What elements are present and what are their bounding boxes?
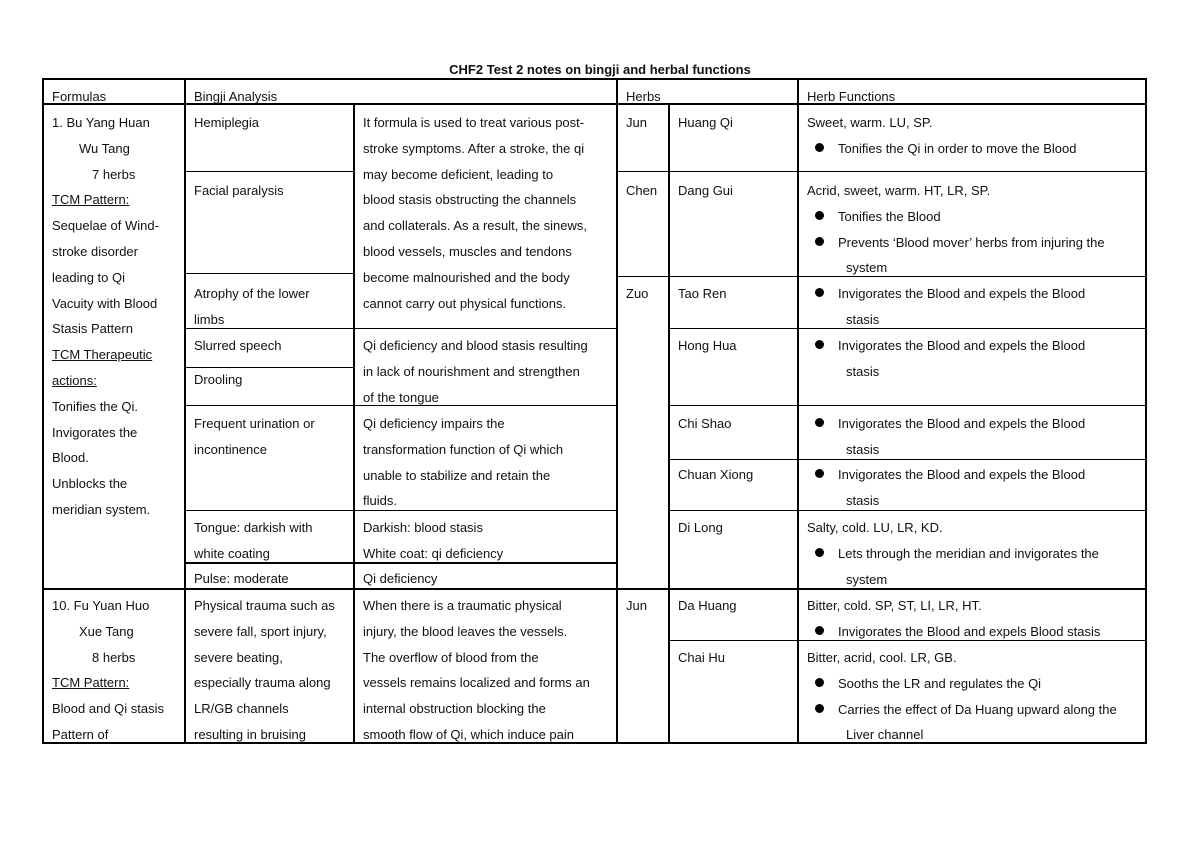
grid-line — [353, 328, 617, 329]
herb-properties: Salty, cold. LU, LR, KD. — [807, 520, 943, 535]
symptom-atrophy — [186, 281, 353, 333]
herb-count: 7 herbs — [92, 166, 136, 182]
pattern-text: Vacuity with Blood — [52, 295, 158, 311]
explanation-text: It formula is used to treat various post- — [363, 115, 585, 130]
bullet-item — [807, 333, 1145, 385]
symptom-text: Physical trauma such as — [194, 598, 335, 613]
grid-line — [184, 171, 354, 172]
herb-name: Chai Hu — [678, 650, 725, 665]
explanation-text: unable to stabilize and retain the — [363, 467, 551, 483]
symptom-text: Atrophy of the lower — [194, 286, 310, 301]
function-text: stasis — [846, 363, 880, 379]
explanation-stroke — [355, 110, 616, 316]
grid-line — [184, 510, 354, 511]
bullet-item — [807, 462, 1145, 514]
bullet-icon — [815, 418, 824, 427]
pattern-label: TCM Pattern: — [52, 192, 130, 208]
bullet-icon — [815, 288, 824, 297]
symptom-text: especially trauma along — [194, 675, 331, 691]
explanation-text: blood stasis obstructing the channels — [363, 192, 577, 208]
bullet-icon — [815, 143, 824, 152]
formula-name: 10. Fu Yuan Huo — [52, 598, 150, 613]
symptom-text: Tongue: darkish with — [194, 520, 313, 535]
rank-zuo — [618, 281, 668, 307]
bullet-icon — [815, 211, 824, 220]
bullet-icon — [815, 548, 824, 557]
explanation-text: vessels remains localized and forms an — [363, 675, 590, 691]
function-huang-qi — [799, 110, 1145, 162]
bullet-icon — [815, 704, 824, 713]
grid-line — [184, 405, 354, 406]
function-da-huang — [799, 593, 1145, 645]
function-tao-ren — [799, 281, 1145, 333]
function-text: system — [846, 571, 888, 587]
function-dang-gui — [799, 178, 1145, 281]
function-text: Carries the effect of Da Huang upward along the — [838, 701, 1117, 717]
herb-tao-ren — [670, 281, 797, 307]
function-text: Sooths the LR and regulates the Qi — [838, 675, 1042, 691]
symptom-text: Frequent urination or — [194, 416, 315, 431]
symptom-tongue — [186, 515, 353, 567]
bullet-item — [807, 204, 1145, 230]
rank-text: Jun — [626, 598, 647, 613]
rank-jun — [618, 110, 668, 136]
explanation-text: White coat: qi deficiency — [363, 545, 504, 561]
header-bingji: Bingji Analysis — [194, 89, 278, 104]
pattern-text: stroke disorder — [52, 243, 138, 259]
header-formulas: Formulas — [52, 89, 107, 104]
grid-line — [1145, 78, 1147, 744]
explanation-text: blood vessels, muscles and tendons — [363, 243, 572, 259]
explanation-text: of the tongue — [363, 389, 439, 405]
function-text: Prevents ‘Blood mover’ herbs from injuring the — [838, 234, 1105, 250]
symptom-text: Facial paralysis — [194, 183, 284, 198]
explanation-text: become malnourished and the body — [363, 269, 570, 285]
herb-chi-shao — [670, 411, 797, 437]
explanation-text: internal obstruction blocking the — [363, 701, 546, 717]
explanation-pulse — [355, 566, 616, 592]
symptom-text: resulting in bruising — [194, 726, 307, 742]
rank-text: Zuo — [626, 286, 649, 301]
explanation-text: transformation function of Qi which — [363, 441, 564, 457]
bullet-item — [807, 230, 1145, 282]
bullet-item — [807, 671, 1145, 697]
explanation-text: Qi deficiency impairs the — [363, 416, 505, 431]
explanation-speech — [355, 333, 616, 410]
formula-name: 1. Bu Yang Huan — [52, 115, 150, 130]
formula-cell — [44, 593, 184, 744]
action-text: meridian system. — [52, 501, 151, 517]
symptom-slurred — [186, 333, 353, 359]
bullet-icon — [815, 678, 824, 687]
bullet-icon — [815, 237, 824, 246]
symptom-text: Hemiplegia — [194, 115, 260, 130]
symptom-hemiplegia — [186, 110, 353, 136]
explanation-text: may become deficient, leading to — [363, 166, 554, 182]
herb-name: Di Long — [678, 520, 723, 535]
function-di-long — [799, 515, 1145, 592]
herb-name: Da Huang — [678, 598, 737, 613]
herb-name: Tao Ren — [678, 286, 727, 301]
function-text: Tonifies the Blood — [838, 208, 941, 224]
function-chi-shao — [799, 411, 1145, 463]
header-functions: Herb Functions — [807, 89, 896, 104]
function-text: Invigorates the Blood and expels the Blood — [838, 286, 1086, 301]
bullet-item — [807, 619, 1145, 645]
function-text: Liver channel — [846, 727, 924, 743]
pattern-text: Stasis Pattern — [52, 321, 133, 337]
function-text: Tonifies the Qi in order to move the Blood — [838, 140, 1077, 156]
herb-properties: Sweet, warm. LU, SP. — [807, 115, 933, 130]
herb-properties: Bitter, acrid, cool. LR, GB. — [807, 650, 957, 665]
rank-chen — [618, 178, 668, 204]
grid-line — [616, 276, 669, 277]
explanation-text: The overflow of blood from the — [363, 649, 539, 665]
herb-huang-qi — [670, 110, 797, 136]
herb-name: Chi Shao — [678, 416, 732, 431]
herb-hong-hua — [670, 333, 797, 359]
herb-name: Huang Qi — [678, 115, 733, 130]
grid-line — [668, 171, 1146, 172]
herb-name: Chuan Xiong — [678, 467, 754, 482]
function-chai-hu — [799, 645, 1145, 744]
pattern-text: Sequelae of Wind- — [52, 218, 159, 234]
bullet-item — [807, 136, 1145, 162]
herb-name: Dang Gui — [678, 183, 733, 198]
actions-label: TCM Therapeutic — [52, 347, 153, 363]
symptom-pulse — [186, 566, 353, 592]
function-chuan-xiong — [799, 462, 1145, 514]
function-text: Invigorates the Blood and expels the Blood — [838, 338, 1086, 353]
herb-chuan-xiong — [670, 462, 797, 488]
function-text: system — [846, 260, 888, 276]
symptom-text: LR/GB channels — [194, 701, 289, 717]
symptom-text: severe fall, sport injury, — [194, 623, 327, 639]
bullet-icon — [815, 469, 824, 478]
symptom-trauma — [186, 593, 353, 744]
pattern-text: leading to Qi — [52, 269, 125, 285]
action-text: Blood. — [52, 450, 89, 466]
grid-line — [184, 273, 354, 274]
explanation-text: When there is a traumatic physical — [363, 598, 562, 613]
explanation-text: Darkish: blood stasis — [363, 520, 483, 535]
bullet-icon — [815, 626, 824, 635]
explanation-text: smooth flow of Qi, which induce pain — [363, 726, 574, 742]
herb-di-long — [670, 515, 797, 541]
bullet-item — [807, 541, 1145, 593]
explanation-text: fluids. — [363, 493, 397, 509]
function-text: stasis — [846, 492, 880, 508]
bullet-item — [807, 281, 1145, 333]
explanation-trauma — [355, 593, 616, 744]
bullet-item — [807, 411, 1145, 463]
function-text: Lets through the meridian and invigorates the — [838, 545, 1099, 561]
header-herbs: Herbs — [626, 89, 661, 104]
formula-name: Wu Tang — [79, 140, 130, 156]
notes-table — [42, 78, 1147, 744]
explanation-text: injury, the blood leaves the vessels. — [363, 623, 568, 639]
symptom-text: Pulse: moderate — [194, 571, 289, 586]
explanation-text: in lack of nourishment and strengthen — [363, 363, 580, 379]
actions-label: actions: — [52, 372, 97, 388]
symptom-text: incontinence — [194, 441, 267, 457]
explanation-text: stroke symptoms. After a stroke, the qi — [363, 140, 585, 156]
herb-properties: Acrid, sweet, warm. HT, LR, SP. — [807, 183, 991, 198]
symptom-facial — [186, 178, 353, 204]
explanation-urination — [355, 411, 616, 514]
rank-text: Chen — [626, 183, 658, 198]
explanation-text: cannot carry out physical functions. — [363, 295, 567, 311]
function-text: Invigorates the Blood and expels Blood stasis — [838, 623, 1101, 639]
symptom-text: severe beating, — [194, 649, 283, 665]
grid-line — [616, 171, 669, 172]
document-title: CHF2 Test 2 notes on bingji and herbal functions — [449, 62, 751, 77]
pattern-text: Blood and Qi stasis — [52, 701, 165, 717]
function-text: Invigorates the Blood and expels the Blood — [838, 467, 1086, 482]
symptom-text: limbs — [194, 311, 225, 327]
action-text: Tonifies the Qi. — [52, 398, 138, 414]
symptom-text: white coating — [194, 545, 270, 561]
symptom-text: Slurred speech — [194, 338, 282, 353]
function-hong-hua — [799, 333, 1145, 385]
pattern-text: Pattern of — [52, 726, 109, 742]
symptom-text: Drooling — [194, 372, 243, 387]
function-text: stasis — [846, 441, 880, 457]
formula-name: Xue Tang — [79, 623, 134, 639]
explanation-text: Qi deficiency — [363, 571, 438, 586]
function-text: stasis — [846, 311, 880, 327]
function-text: Invigorates the Blood and expels the Blood — [838, 416, 1086, 431]
herb-count: 8 herbs — [92, 649, 136, 665]
grid-line — [42, 78, 1147, 80]
symptom-drooling — [186, 367, 353, 393]
action-text: Unblocks the — [52, 476, 128, 492]
action-text: Invigorates the — [52, 424, 138, 440]
herb-properties: Bitter, cold. SP, ST, LI, LR, HT. — [807, 598, 982, 613]
rank-jun — [618, 593, 668, 619]
rank-text: Jun — [626, 115, 647, 130]
formula-cell — [44, 110, 184, 523]
bullet-icon — [815, 340, 824, 349]
herb-dang-gui — [670, 178, 797, 204]
grid-line — [668, 405, 1146, 406]
symptom-urination — [186, 411, 353, 463]
herb-da-huang — [670, 593, 797, 619]
pattern-label: TCM Pattern: — [52, 675, 130, 691]
herb-chai-hu — [670, 645, 797, 671]
herb-name: Hong Hua — [678, 338, 737, 353]
explanation-text: Qi deficiency and blood stasis resulting — [363, 338, 588, 353]
explanation-text: and collaterals. As a result, the sinews, — [363, 218, 588, 234]
explanation-tongue — [355, 515, 616, 567]
bullet-item — [807, 697, 1145, 744]
